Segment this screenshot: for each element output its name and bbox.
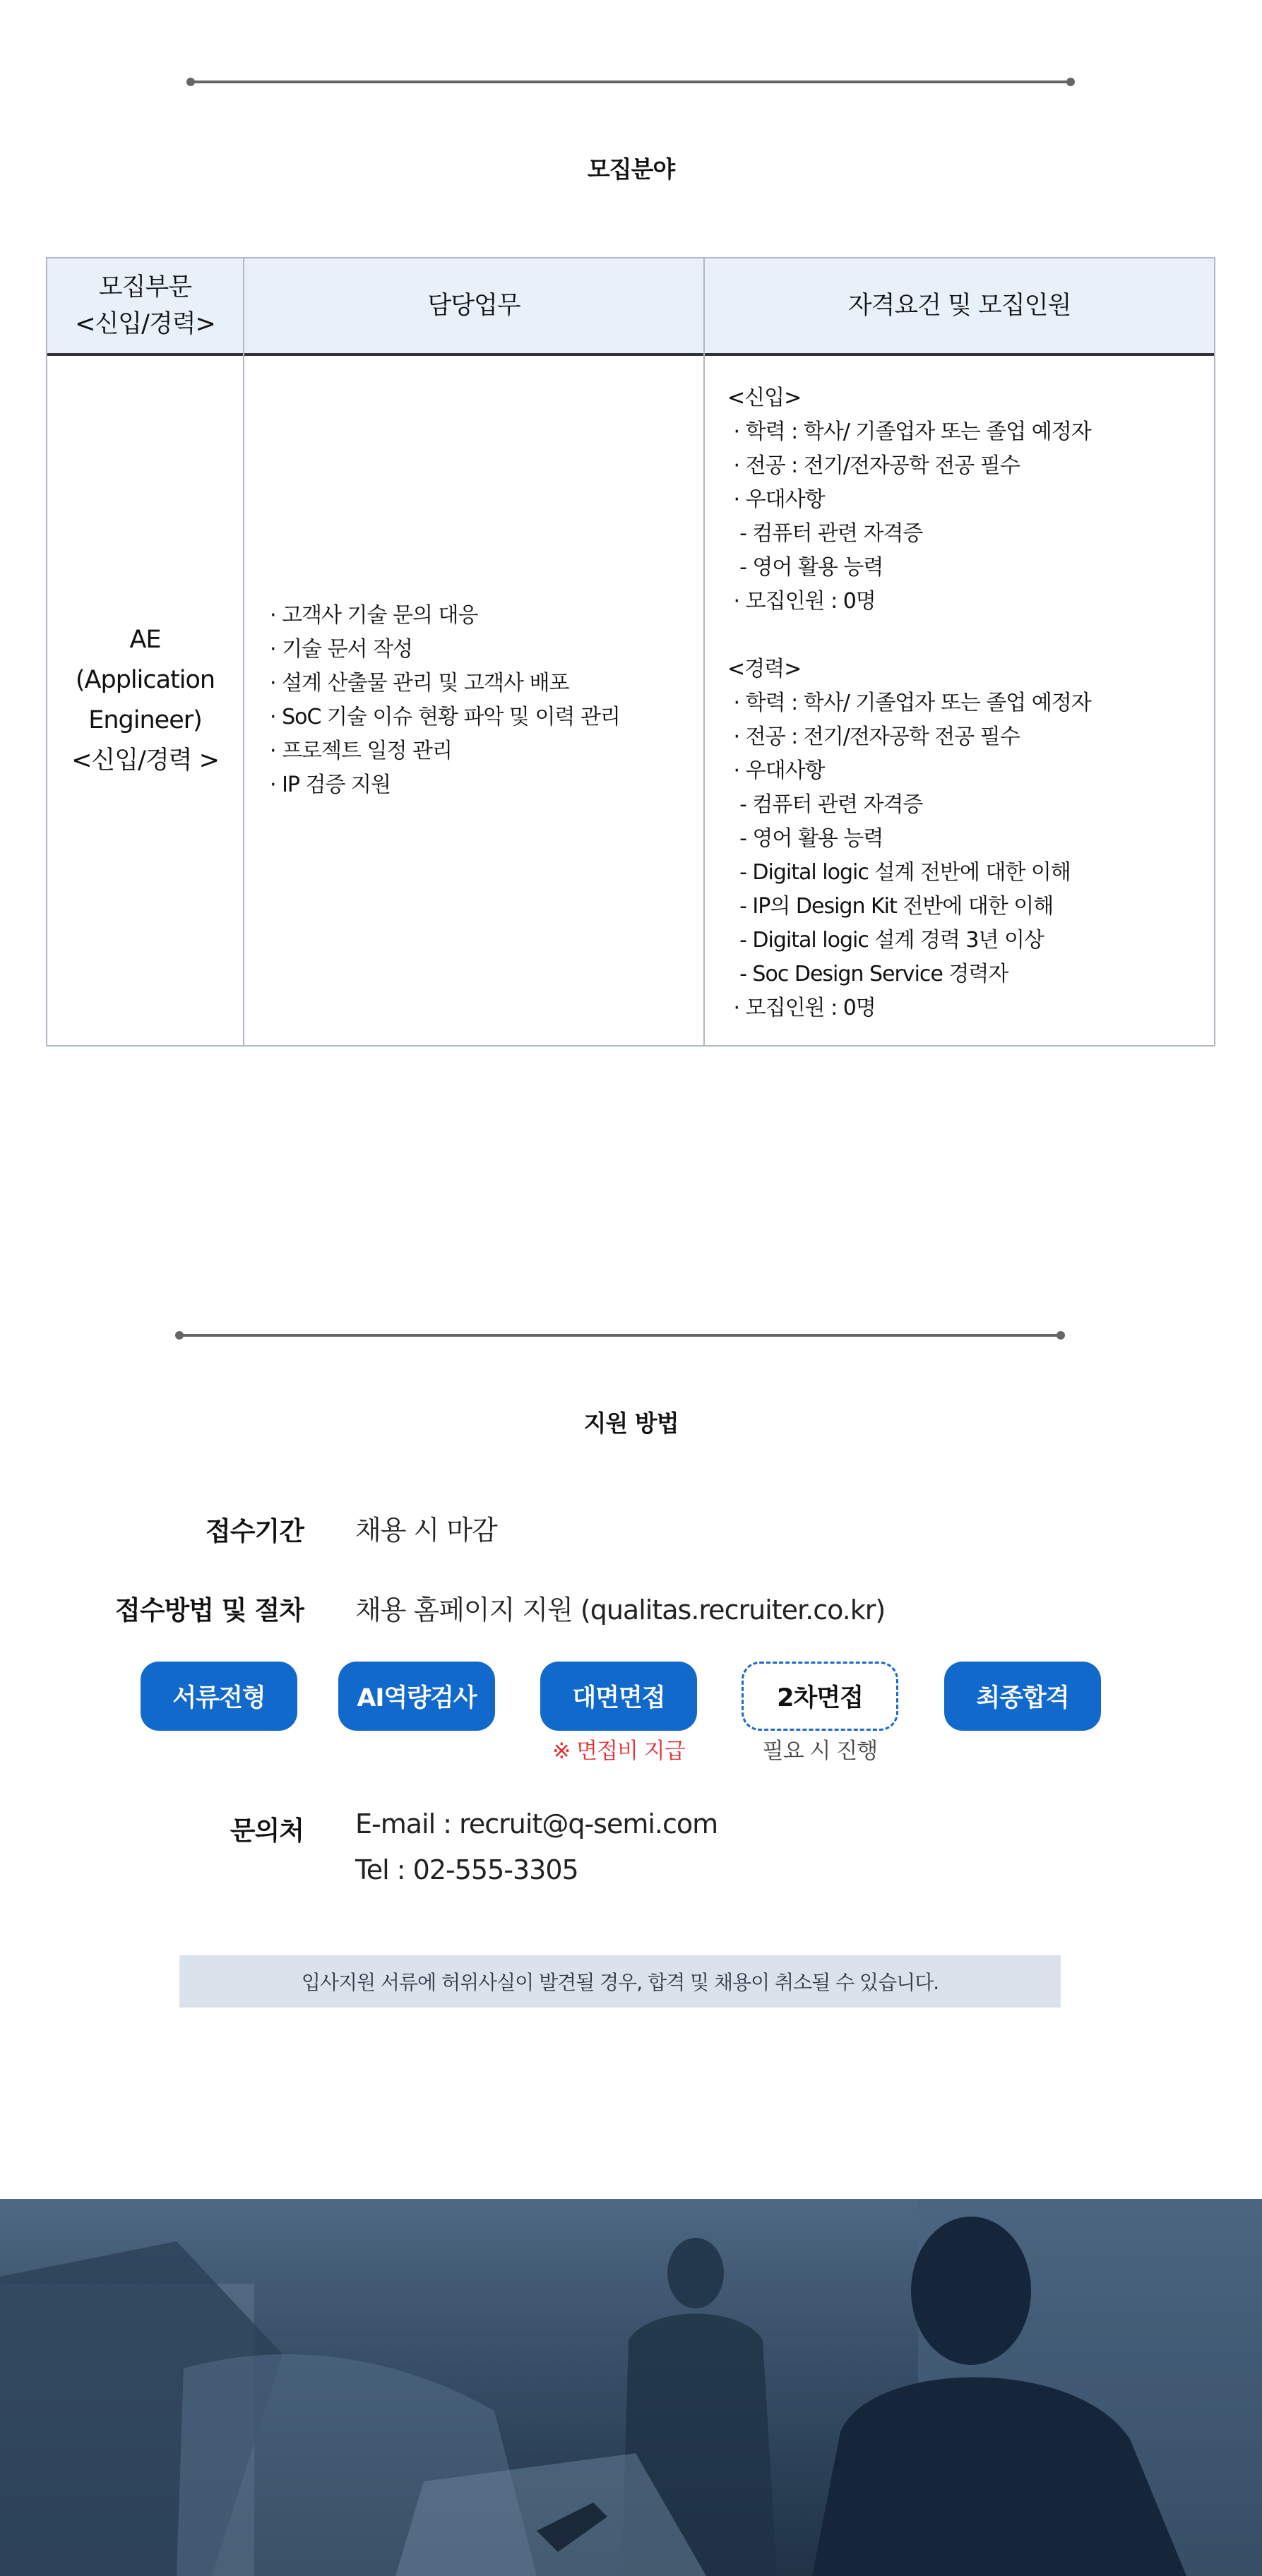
qualification-item: - 영어 활용 능력 [727, 555, 883, 580]
duty-item: · 기술 문서 작성 [270, 637, 413, 662]
qualification-item: · 모집인원 : 0명 [727, 996, 876, 1020]
qualification-item: <경력> [727, 657, 802, 681]
step-ai-assessment: AI역량검사 [338, 1662, 495, 1731]
qualification-item: - IP의 Design Kit 전반에 대한 이해 [727, 894, 1054, 919]
step-document-screening: 서류전형 [141, 1662, 297, 1731]
header-qualifications: 자격요건 및 모집인원 [847, 292, 1071, 320]
qualification-item: · 우대사항 [727, 758, 825, 783]
duty-item: · IP 검증 지원 [270, 773, 391, 797]
qualification-item: <신입> [727, 386, 802, 410]
role-line: AE [129, 626, 161, 654]
qualification-item: · 학력 : 학사/ 기졸업자 또는 졸업 예정자 [727, 691, 1091, 715]
qualification-item: · 전공 : 전기/전자공학 전공 필수 [727, 724, 1020, 749]
office-photo-banner [0, 2199, 1262, 2576]
second-interview-note: 필요 시 진행 [762, 1739, 878, 1764]
notice-text: 입사지원 서류에 허위사실이 발견될 경우, 합격 및 채용이 취소될 수 있습니다. [301, 1971, 939, 1994]
step-interview: 대면면접 [540, 1662, 697, 1731]
qualification-item: · 전공 : 전기/전자공학 전공 필수 [727, 453, 1020, 478]
qualification-item: - Soc Design Service 경력자 [727, 962, 1008, 986]
duty-item: · 프로젝트 일정 관리 [270, 739, 452, 763]
qualification-item: - 영어 활용 능력 [727, 826, 883, 851]
section-divider-apply [179, 1334, 1061, 1337]
method-value: 채용 홈페이지 지원 (qualitas.recruiter.co.kr) [355, 1594, 886, 1626]
qualification-item: - 컴퓨터 관련 자격증 [727, 792, 923, 817]
qualification-item: · 학력 : 학사/ 기졸업자 또는 졸업 예정자 [727, 419, 1091, 444]
duties-cell [244, 356, 703, 1045]
header-duties: 담당업무 [427, 292, 520, 320]
role-cell [47, 356, 243, 1045]
period-label: 접수기간 [206, 1516, 304, 1546]
contact-email: E-mail : recruit@q-semi.com [355, 1808, 718, 1839]
role-line: (Application [75, 666, 215, 694]
table-header-row [47, 258, 1214, 356]
step-final-pass: 최종합격 [944, 1662, 1101, 1731]
section-divider-top [191, 80, 1071, 83]
qualification-item: · 모집인원 : 0명 [727, 589, 876, 614]
header-division: 모집부문 <신입/경력> [75, 273, 215, 338]
role-line: <신입/경력 > [71, 746, 219, 775]
duty-item: · SoC 기술 이슈 현황 파악 및 이력 관리 [270, 705, 620, 729]
role-line: Engineer) [88, 706, 202, 734]
duty-item: · 고객사 기술 문의 대응 [270, 603, 478, 628]
recruit-table [46, 257, 1215, 1046]
contact-label: 문의처 [230, 1815, 304, 1846]
qualification-item: - 컴퓨터 관련 자격증 [727, 521, 923, 546]
office-photo-illustration [0, 2199, 1262, 2576]
contact-tel: Tel : 02-555-3305 [355, 1854, 578, 1885]
qualification-item: - Digital logic 설계 경력 3년 이상 [727, 928, 1044, 953]
recruit-fields-title: 모집분야 [587, 155, 675, 183]
qualification-item: · 우대사항 [727, 487, 825, 512]
duty-item: · 설계 산출물 관리 및 고객사 배포 [270, 671, 569, 696]
method-label: 접수방법 및 절차 [115, 1595, 304, 1626]
qualification-spacer [727, 619, 1214, 652]
notice-banner [179, 1955, 1061, 2008]
period-value: 채용 시 마감 [355, 1515, 497, 1546]
qualification-item: - Digital logic 설계 전반에 대한 이해 [727, 860, 1071, 885]
apply-title: 지원 방법 [583, 1409, 679, 1437]
interview-fee-note: ※ 면접비 지급 [552, 1739, 685, 1764]
qualifications-cell [705, 356, 1214, 1045]
step-second-interview: 2차면접 [742, 1662, 898, 1731]
